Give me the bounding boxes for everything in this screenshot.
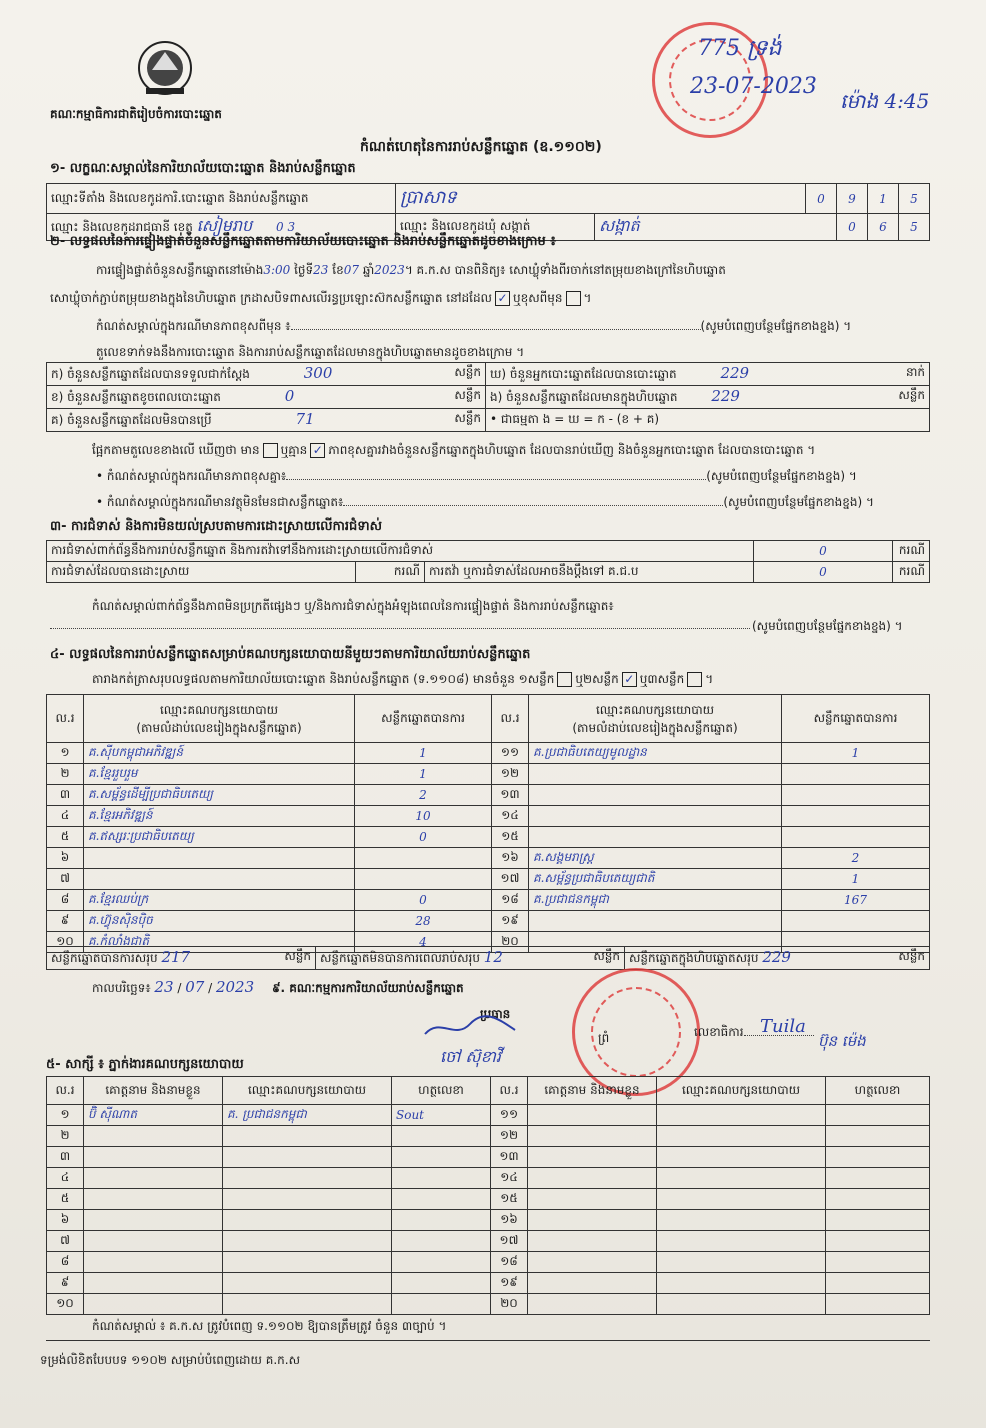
party-votes: [355, 848, 492, 869]
emblem-logo: [132, 38, 198, 102]
footer-note: កំណត់សម្គាល់ ៖ គ.ក.ស ត្រូវបំពេញ ទ.១១០២ ឱ្យបានត្រឹមត្រូវ ចំនួន ៣ច្បាប់ ។: [92, 1319, 447, 1333]
party-no: ៩: [47, 911, 84, 932]
witness-sign: [826, 1189, 930, 1210]
w-col-sign: ហត្ថលេខា: [826, 1077, 930, 1105]
secretary-name: ប៊ុន ម៉េង: [818, 1032, 866, 1050]
witness-party: [657, 1105, 826, 1126]
discrepancy-note: • កំណត់សម្គាល់ក្នុងករណីមានភាពខុសគ្នា៖ (សូមបំពេញបន្ថែមផ្នែកខាងខ្នង) ។: [96, 469, 857, 483]
witness-name: [528, 1105, 657, 1126]
tally-sheet-line: តារាងកត់ត្រាសរុបលទ្ធផលតាមការិយាល័យបោះឆ្នោត និងរាប់សន្លឹកឆ្នោត (ទ.១១០៨) មានចំនួន ១សន្លឹក ឬ២សន្លឹក ✓ ឬ៣សន្លឹក ។: [92, 672, 714, 686]
party-name: គ.ប្រជាធិបតេយ្យមូលដ្ឋាន: [529, 743, 782, 764]
figures-table: [46, 362, 930, 432]
date-line: កាលបរិច្ឆេទ៖ 23 / 07 / 2023 ៩. គណៈកម្មការការិយាល័យរាប់សន្លឹកឆ្នោត: [92, 978, 464, 996]
witness-no: ៣: [47, 1147, 84, 1168]
date-day: 23: [154, 978, 174, 996]
party-votes: 2: [782, 848, 930, 869]
resolved-unit: ករណី: [356, 562, 425, 583]
figure-k: ក) ចំនួនសន្លឹកឆ្នោតដែលបានទទួលជាក់ស្តែង 300 សន្លឹក: [47, 363, 486, 386]
party-no: ១៣: [492, 785, 529, 806]
verification-line-1: ការផ្ទៀងផ្ទាត់ចំនួនសន្លឹកឆ្នោតនៅម៉ោង3:00 ថ្ងៃទី23 ខែ07 ឆ្នាំ2023។ គ.ក.ស បានពិនិត្យ៖ សោឃ្លុំទាំងពីរចាក់នៅតម្រុយខាងក្រៅនៃហិបឆ្នោត: [96, 263, 726, 277]
table-row: [47, 911, 930, 932]
section5-title: ៥- សាក្សី ៖ ភ្នាក់ងារគណបក្សនយោបាយ: [46, 1057, 244, 1072]
witness-party: [657, 1189, 826, 1210]
stamp-date: 23-07-2023: [690, 74, 817, 99]
complaints-table: [46, 540, 930, 583]
party-no: ២: [47, 764, 84, 785]
witness-no: ១៦: [491, 1210, 528, 1231]
witness-name: ប៊ិ ស៊ីណាត: [84, 1105, 223, 1126]
party-votes: 1: [782, 743, 930, 764]
commune-code-digit: 6: [868, 214, 899, 241]
table-row: [47, 743, 930, 764]
commune-code-digit: 5: [899, 214, 930, 241]
appeal-label: ការតវ៉ា ឬការជំទាស់ដែលអាចនឹងប្តឹងទៅ គ.ជ.ប: [425, 562, 754, 583]
secretary-signature: Tuila: [760, 1016, 806, 1037]
party-no: ៥: [47, 827, 84, 848]
witness-no: ១៥: [491, 1189, 528, 1210]
party-votes: 2: [355, 785, 492, 806]
commune-label: ឈ្មោះ និងលេខកូដឃុំ សង្កាត់: [396, 214, 595, 241]
table-row: [47, 1294, 930, 1315]
section3-title: ៣- ការជំទាស់ និងការមិនយល់ស្របតាមការដោះស្រាយលើការជំទាស់: [50, 519, 382, 534]
party-name: [529, 827, 782, 848]
party-no: ៤: [47, 806, 84, 827]
page-title: កំណត់ហេតុនៃការរាប់សន្លឹកឆ្នោត (ឧ.១១០២): [360, 139, 602, 155]
witness-sign: [826, 1147, 930, 1168]
party-votes: [782, 827, 930, 848]
chair-name: ចៅ ស៊ុខាវី: [440, 1047, 501, 1066]
discrepancy-line: ផ្អែកតាមតួលេខខាងលើ ឃើញថា មាន ឬគ្មាន ✓ ភាពខុសគ្នារវាងចំនួនសន្លឹកឆ្នោតក្នុងហិបឆ្នោត ដែលបានរាប់ឃើញ និងចំនួនអ្នកបោះឆ្នោត ដែលបានបោះឆ្នោត ។: [92, 443, 816, 457]
invalid-total: សន្លឹកឆ្នោតមិនបានការពេលរាប់សរុប 12 សន្លឹក: [316, 947, 625, 970]
code-digit: 0: [806, 184, 837, 214]
witness-name: [84, 1147, 223, 1168]
province-label: ឈ្មោះ និងលេខកូដរាជធានី ខេត្ត សៀមរាប 0 3: [47, 214, 396, 241]
section1-title: ១- លក្ខណៈសម្គាល់នៃការិយាល័យបោះឆ្នោត និងរាប់សន្លឹកឆ្នោត: [50, 161, 356, 176]
table-row: [47, 1147, 930, 1168]
party-name: [529, 806, 782, 827]
witness-sign: [826, 1252, 930, 1273]
witness-sign: [392, 1189, 491, 1210]
party-name: [529, 785, 782, 806]
party-no: ៧: [47, 869, 84, 890]
table-row: [47, 1231, 930, 1252]
verify-year: 2023: [374, 263, 405, 277]
verify-day: 23: [313, 263, 329, 277]
witness-no: ១៣: [491, 1147, 528, 1168]
witness-name: [528, 1210, 657, 1231]
witness-no: ១: [47, 1105, 84, 1126]
w-col-name: គោត្តនាម និងនាមខ្លួន: [528, 1077, 657, 1105]
w-col-no: ល.រ: [47, 1077, 84, 1105]
witness-sign: [826, 1273, 930, 1294]
province-code-1: 3: [287, 220, 296, 234]
invalid-total-value: 12: [483, 948, 503, 966]
party-no: ១២: [492, 764, 529, 785]
form-label: ទម្រង់លិខិតបែបបទ ១១០២ សម្រាប់បំពេញដោយ គ.ក.ស: [40, 1353, 301, 1367]
witness-party: [223, 1168, 392, 1189]
witness-name: [528, 1189, 657, 1210]
party-name: គ.សម្ព័ន្ធដើម្បីប្រជាធិបតេយ្យ: [84, 785, 355, 806]
polling-station-value: ប្រាសាទ: [396, 184, 806, 214]
table-row: [47, 785, 930, 806]
party-name: គ.ឥស្សរៈប្រជាធិបតេយ្យ: [84, 827, 355, 848]
witness-name: [528, 1126, 657, 1147]
table-row: [47, 827, 930, 848]
secretary-label: លេខាធិការ: [694, 1024, 814, 1042]
witness-name: [528, 1147, 657, 1168]
figure-ng: ង) ចំនួនសន្លឹកឆ្នោតដែលមានក្នុងហិបឆ្នោត 229 សន្លឹក: [486, 386, 930, 409]
witness-no: ១៤: [491, 1168, 528, 1189]
witness-no: ៥: [47, 1189, 84, 1210]
party-name: [529, 911, 782, 932]
col-party: ឈ្មោះគណបក្សនយោបាយ (តាមលំដាប់លេខរៀងក្នុងសន្លឹកឆ្នោត): [529, 695, 782, 743]
w-col-sign: ហត្ថលេខា: [392, 1077, 491, 1105]
witness-party: [657, 1126, 826, 1147]
party-no: ១៩: [492, 911, 529, 932]
party-name: គ.កំលាំងជាតិ: [84, 932, 355, 953]
witness-sign: [392, 1294, 491, 1315]
witness-name: [84, 1294, 223, 1315]
witness-name: [528, 1294, 657, 1315]
totals-table: [46, 946, 930, 970]
witness-party: [657, 1147, 826, 1168]
stamp-number: 775 ទ្រង់: [698, 36, 782, 61]
col-no: ល.រ: [492, 695, 529, 743]
witness-name: [84, 1126, 223, 1147]
date-month: 07: [185, 978, 205, 996]
col-no: ល.រ: [47, 695, 84, 743]
party-name: គ.ខ្មែរអភិវឌ្ឍន៍: [84, 806, 355, 827]
party-votes: 1: [782, 869, 930, 890]
witness-no: ១៩: [491, 1273, 528, 1294]
witness-party: [223, 1294, 392, 1315]
party-votes: 0: [355, 890, 492, 911]
party-votes: [782, 764, 930, 785]
different-checkbox[interactable]: [566, 291, 581, 306]
party-no: ១០: [47, 932, 84, 953]
party-no: ៨: [47, 890, 84, 911]
witness-name: [528, 1168, 657, 1189]
witness-sign: [392, 1147, 491, 1168]
figure-gh-value: 229: [720, 364, 750, 382]
party-no: ៦: [47, 848, 84, 869]
table-row: [47, 1252, 930, 1273]
witness-name: [84, 1252, 223, 1273]
box-total-value: 229: [762, 948, 791, 966]
witness-no: ២០: [491, 1294, 528, 1315]
party-no: ១៥: [492, 827, 529, 848]
province-value: សៀមរាប: [196, 216, 253, 235]
witness-name: [84, 1168, 223, 1189]
verification-line-2: សោឃ្លុំចាក់ភ្ជាប់តម្រុយខាងក្នុងនៃហិបឆ្នោត ក្រដាសបិទពាសលើរន្ធប្រឡោះស៊កសន្លឹកឆ្នោត នៅដដែល ✓ ឬខុសពីមុន ។: [50, 291, 592, 305]
commune-value: សង្កាត់: [595, 214, 837, 241]
figure-kh: ខ) ចំនួនសន្លឹកឆ្នោតខូចពេលបោះឆ្នោត 0 សន្លឹក: [47, 386, 486, 409]
witness-no: ១៨: [491, 1252, 528, 1273]
witness-party: [657, 1252, 826, 1273]
party-votes: [782, 785, 930, 806]
witness-sign: Sout: [392, 1105, 491, 1126]
witness-party: គ. ប្រជាជនកម្ពុជា: [223, 1105, 392, 1126]
witness-sign: [826, 1210, 930, 1231]
appeal-value: 0: [753, 562, 892, 583]
table-row: [47, 1210, 930, 1231]
witness-party: [223, 1189, 392, 1210]
foreign-object-note: • កំណត់សម្គាល់ក្នុងករណីមានវត្ថុមិនមែនជាសន្លឹកឆ្នោត៖ (សូមបំពេញបន្ថែមផ្នែកខាងខ្នង) ។: [96, 495, 874, 509]
code-digit: 1: [868, 184, 899, 214]
witness-no: ១១: [491, 1105, 528, 1126]
has-diff-checkbox[interactable]: [263, 443, 278, 458]
party-name: គ.ប្រជាជនកម្ពុជា: [529, 890, 782, 911]
stamp-time: ម៉ោង 4:45: [840, 89, 930, 113]
figure-k-value: 300: [303, 364, 333, 382]
witness-no: ៩: [47, 1273, 84, 1294]
witness-party: [657, 1231, 826, 1252]
table-row: [47, 1126, 930, 1147]
party-votes: 1: [355, 764, 492, 785]
witness-no: ១០: [47, 1294, 84, 1315]
witness-sign: [826, 1231, 930, 1252]
witness-party: [657, 1210, 826, 1231]
witness-no: ២: [47, 1126, 84, 1147]
party-name: គ.ខ្មែររួបរួម: [84, 764, 355, 785]
witness-name: [84, 1210, 223, 1231]
commune-code-digit: 0: [837, 214, 868, 241]
party-no: ១១: [492, 743, 529, 764]
party-votes: 1: [355, 743, 492, 764]
witness-sign: [392, 1252, 491, 1273]
party-name: គ.ខ្មែរឈប់ក្រ: [84, 890, 355, 911]
chair-signature: [420, 1012, 520, 1042]
witness-sign: [392, 1210, 491, 1231]
formula: • ជាធម្មតា ង = ឃ = ក - (ខ + គ): [486, 409, 930, 432]
witness-no: ៦: [47, 1210, 84, 1231]
witness-name: [84, 1231, 223, 1252]
witness-party: [657, 1294, 826, 1315]
chair-label: ប្រធាន: [480, 1007, 511, 1021]
three-sheet-checkbox[interactable]: [687, 672, 702, 687]
box-total: សន្លឹកឆ្នោតក្នុងហិបឆ្នោតសរុប 229 សន្លឹក: [625, 947, 930, 970]
witness-no: ៨: [47, 1252, 84, 1273]
table-row: [47, 848, 930, 869]
date-year: 2023: [215, 978, 255, 996]
party-no: ១៨: [492, 890, 529, 911]
w-col-name: គោត្តនាម និងនាមខ្លួន: [84, 1077, 223, 1105]
same-checkbox[interactable]: ✓: [495, 291, 510, 306]
witness-sign: [392, 1168, 491, 1189]
difference-note: កំណត់សម្គាល់ក្នុងករណីមានភាពខុសពីមុន ៖ (សូមបំពេញបន្ថែមផ្នែកខាងខ្នង) ។: [96, 319, 852, 333]
col-party: ឈ្មោះគណបក្សនយោបាយ (តាមលំដាប់លេខរៀងក្នុងសន្លឹកឆ្នោត): [84, 695, 355, 743]
party-votes: 28: [355, 911, 492, 932]
party-votes: 4: [355, 932, 492, 953]
party-no: ១: [47, 743, 84, 764]
witness-party: [657, 1168, 826, 1189]
witness-party: [223, 1126, 392, 1147]
complaint-unit: ករណី: [892, 541, 929, 562]
witness-sign: [392, 1231, 491, 1252]
valid-total-value: 217: [161, 948, 191, 966]
table-row: [47, 1273, 930, 1294]
witness-name: [528, 1252, 657, 1273]
code-digit: 9: [837, 184, 868, 214]
witness-table: [46, 1076, 930, 1315]
code-digit: 5: [899, 184, 930, 214]
figures-intro: តួលេខទាក់ទងនឹងការបោះឆ្នោត និងការរាប់សន្លឹកឆ្នោតដែលមានក្នុងហិបឆ្នោតមានដូចខាងក្រោម ។: [96, 345, 525, 359]
witness-sign: [392, 1126, 491, 1147]
no-diff-checkbox[interactable]: ✓: [310, 443, 325, 458]
figure-g-value: 71: [295, 410, 315, 428]
w-col-party: ឈ្មោះគណបក្សនយោបាយ: [223, 1077, 392, 1105]
party-votes: [782, 806, 930, 827]
witness-name: [528, 1273, 657, 1294]
party-name: [529, 764, 782, 785]
col-votes: សន្លឹកឆ្នោតបានការ: [782, 695, 930, 743]
w-col-party: ឈ្មោះគណបក្សនយោបាយ: [657, 1077, 826, 1105]
witness-sign: [826, 1105, 930, 1126]
section2-title: ២- លទ្ធផលនៃការផ្ទៀងផ្ទាត់ចំនួនសន្លឹកឆ្នោតតាមការិយាល័យបោះឆ្នោត និងរាប់សន្លឹកឆ្នោតដូចខាងក្រោម ៖: [50, 234, 556, 249]
irregularity-note: កំណត់សម្គាល់ពាក់ព័ន្ធនឹងភាពមិនប្រក្រតីផ្សេងៗ ឬ/និងការជំទាស់ក្នុងអំឡុងពេលនៃការផ្ទៀងផ្ទាត់ និងការរាប់សន្លឹកឆ្នោត៖: [92, 599, 614, 613]
table-row: [47, 764, 930, 785]
witness-sign: [392, 1273, 491, 1294]
figure-kh-value: 0: [284, 387, 295, 405]
w-col-no: ល.រ: [491, 1077, 528, 1105]
complaint-value: 0: [753, 541, 892, 562]
two-sheet-checkbox[interactable]: ✓: [622, 672, 637, 687]
witness-sign: [826, 1168, 930, 1189]
results-table: [46, 694, 930, 953]
witness-no: ៧: [47, 1231, 84, 1252]
section4-title: ៤- លទ្ធផលនៃការរាប់សន្លឹកឆ្នោតសម្រាប់គណបក្សនយោបាយនីមួយៗតាមការិយាល័យរាប់សន្លឹកឆ្នោត: [50, 647, 531, 662]
party-name: គ.សង្គមរាស្ត្រ: [529, 848, 782, 869]
party-no: ១៤: [492, 806, 529, 827]
party-name: គ.ហ៊្វុនស៊ិនប៉ិច: [84, 911, 355, 932]
party-name: [84, 869, 355, 890]
witness-party: [223, 1147, 392, 1168]
witness-sign: [826, 1294, 930, 1315]
party-name: គ.សម្ព័ន្ធប្រជាធិបតេយ្យជាតិ: [529, 869, 782, 890]
witness-name: [84, 1189, 223, 1210]
polling-station-label: ឈ្មោះទីតាំង និងលេខកូដការិ.បោះឆ្នោត និងរាប់សន្លឹកឆ្នោត: [47, 184, 396, 214]
party-name: គ.ស៊ីបកម្ពុជាអភិវឌ្ឍន៍: [84, 743, 355, 764]
party-votes: [782, 911, 930, 932]
witness-no: ១២: [491, 1126, 528, 1147]
col-votes: សន្លឹកឆ្នោតបានការ: [355, 695, 492, 743]
org-name: គណៈកម្មាធិការជាតិរៀបចំការបោះឆ្នោត: [50, 107, 222, 121]
table-row: [47, 869, 930, 890]
witness-party: [223, 1231, 392, 1252]
resolved-label: ការជំទាស់ដែលបានដោះស្រាយ: [47, 562, 356, 583]
valid-total: សន្លឹកឆ្នោតបានការសរុប 217 សន្លឹក: [47, 947, 316, 970]
province-code-0: 0: [276, 220, 284, 234]
witness-party: [223, 1210, 392, 1231]
party-no: ៣: [47, 785, 84, 806]
witness-party: [657, 1273, 826, 1294]
witness-party: [223, 1252, 392, 1273]
table-row: [47, 1189, 930, 1210]
party-no: ១៦: [492, 848, 529, 869]
member-label: ព្រំ: [598, 1031, 610, 1045]
witness-name: [528, 1231, 657, 1252]
table-row: [47, 890, 930, 911]
appeal-unit: ករណី: [892, 562, 929, 583]
table-row: [47, 806, 930, 827]
witness-no: ១៧: [491, 1231, 528, 1252]
party-no: ១៧: [492, 869, 529, 890]
table-row: [47, 1168, 930, 1189]
figure-gh: ឃ) ចំនួនអ្នកបោះឆ្នោតដែលបានបោះឆ្នោត 229 នាក់: [486, 363, 930, 386]
party-votes: 10: [355, 806, 492, 827]
verify-time: 3:00: [263, 263, 291, 277]
figure-g: គ) ចំនួនសន្លឹកឆ្នោតដែលមិនបានប្រើ 71 សន្លឹក: [47, 409, 486, 432]
witness-party: [223, 1273, 392, 1294]
party-no: ២០: [492, 932, 529, 953]
party-name: [84, 848, 355, 869]
witness-no: ៤: [47, 1168, 84, 1189]
party-votes: [355, 869, 492, 890]
figure-ng-value: 229: [711, 387, 740, 405]
verify-month: 07: [343, 263, 359, 277]
irregularity-note-end: (សូមបំពេញបន្ថែមផ្នែកខាងខ្នង) ។: [752, 619, 903, 633]
witness-name: [84, 1273, 223, 1294]
party-votes: 0: [355, 827, 492, 848]
one-sheet-checkbox[interactable]: [557, 672, 572, 687]
complaint-label: ការជំទាស់ពាក់ព័ន្ធនឹងការរាប់សន្លឹកឆ្នោត និងការតវ៉ាទៅនឹងការដោះស្រាយលើការជំទាស់: [47, 541, 754, 562]
witness-sign: [826, 1126, 930, 1147]
table-row: [47, 1105, 930, 1126]
party-votes: 167: [782, 890, 930, 911]
